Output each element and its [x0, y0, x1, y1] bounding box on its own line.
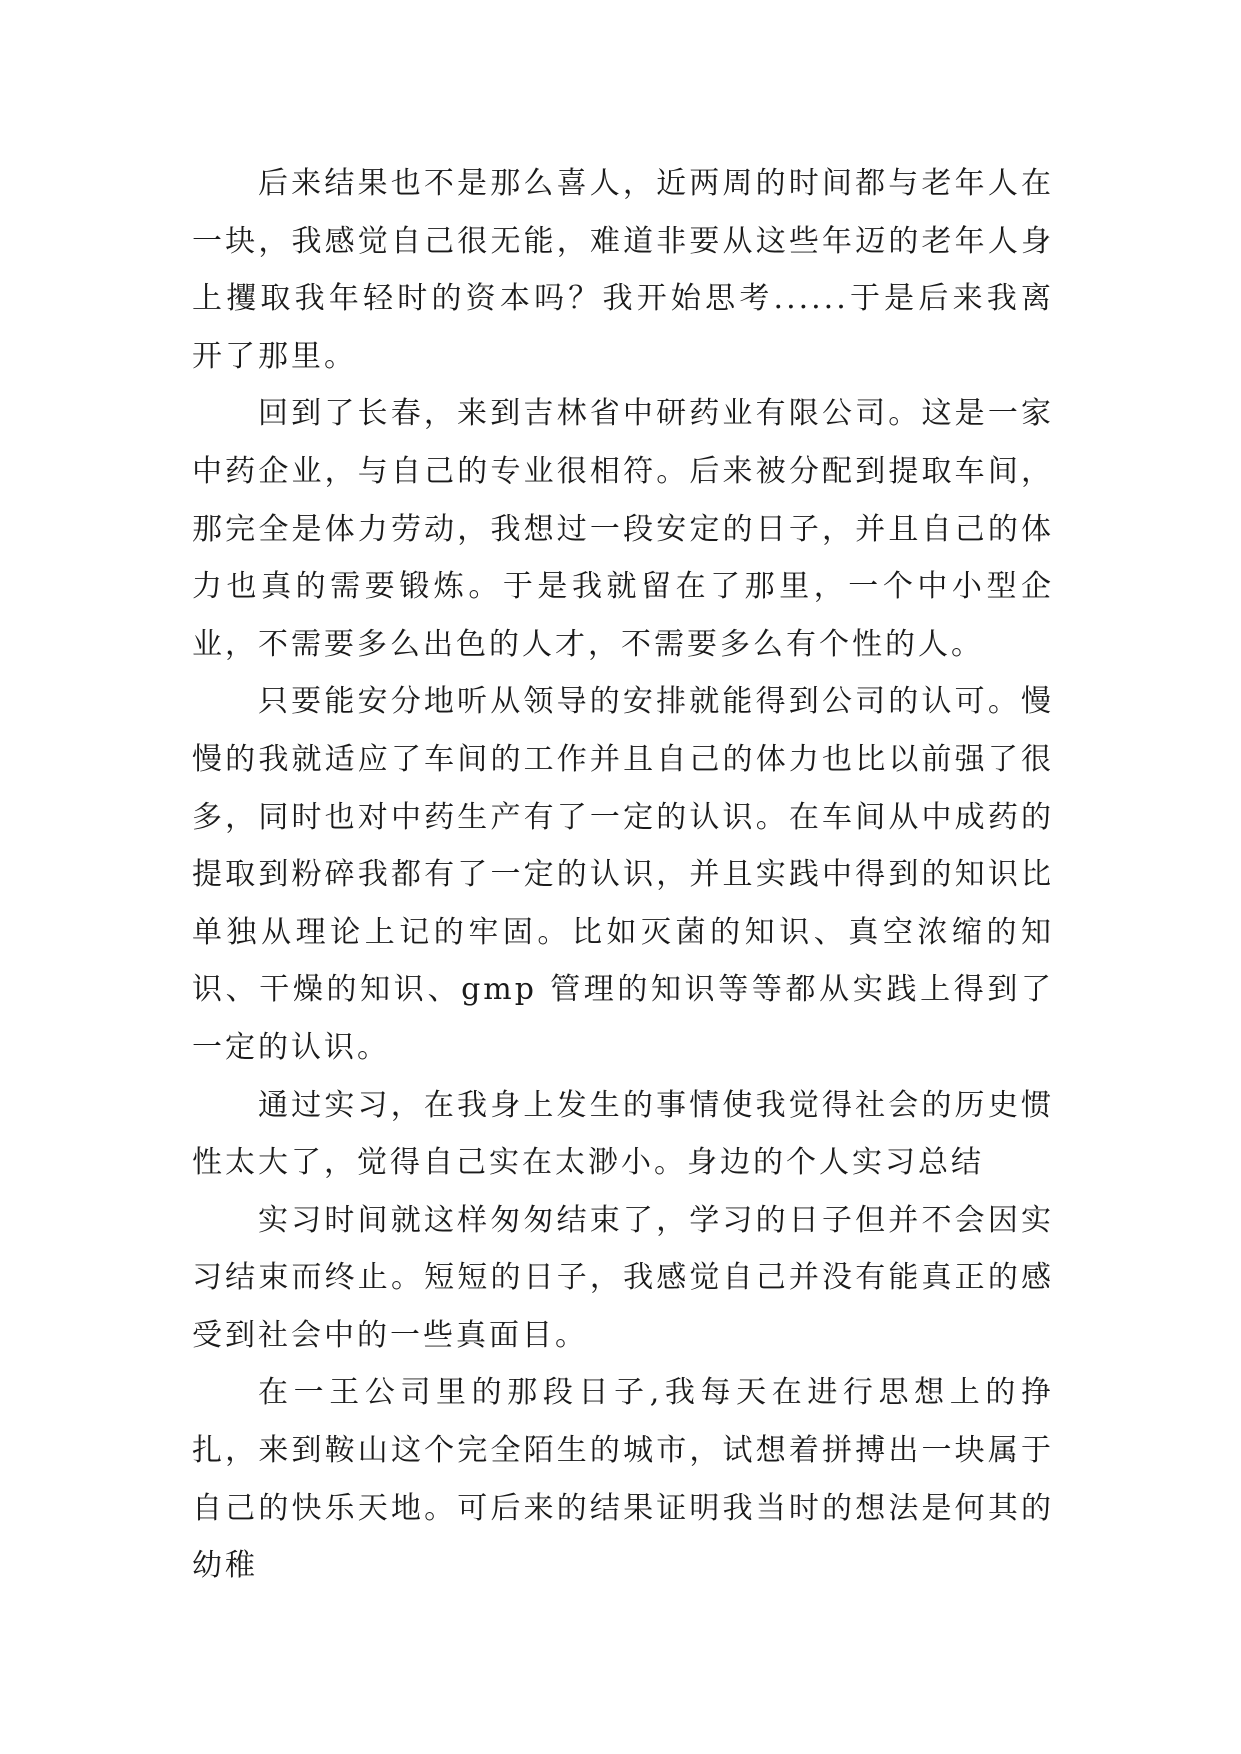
paragraph-3: 只要能安分地听从领导的安排就能得到公司的认可。慢慢的我就适应了车间的工作并且自己的体力也比以前强了很多，同时也对中药生产有了一定的认识。在车间从中成药的提取到粉碎我都有了一定的认识，并且实践中得到的知识比单独从理论上记的牢固。比如灭菌的知识、真空浓缩的知识、干燥的知识、gmp 管理的知识等等都从实践上得到了一定的认识。 [192, 684, 1054, 1065]
paragraph-4: 通过实习，在我身上发生的事情使我觉得社会的历史惯性太大了，觉得自己实在太渺小。身边的个人实习总结 [192, 1087, 1054, 1181]
paragraph-6: 在一王公司里的那段日子,我每天在进行思想上的挣扎，来到鞍山这个完全陌生的城市，试想着拼搏出一块属于自己的快乐天地。可后来的结果证明我当时的想法是何其的幼稚 [192, 1375, 1054, 1584]
paragraph-1: 后来结果也不是那么喜人，近两周的时间都与老年人在一块，我感觉自己很无能，难道非要从这些年迈的老年人身上攫取我年轻时的资本吗？我开始思考......于是后来我离开了那里。 [192, 166, 1054, 374]
document-body [192, 155, 1054, 1595]
paragraph-5: 实习时间就这样匆匆结束了，学习的日子但并不会因实习结束而终止。短短的日子，我感觉自己并没有能真正的感受到社会中的一些真面目。 [192, 1202, 1054, 1353]
paragraph-2: 回到了长春，来到吉林省中研药业有限公司。这是一家中药企业，与自己的专业很相符。后来被分配到提取车间，那完全是体力劳动，我想过一段安定的日子，并且自己的体力也真的需要锻炼。于是我就留在了那里，一个中小型企业，不需要多么出色的人才，不需要多么有个性的人。 [192, 396, 1054, 662]
